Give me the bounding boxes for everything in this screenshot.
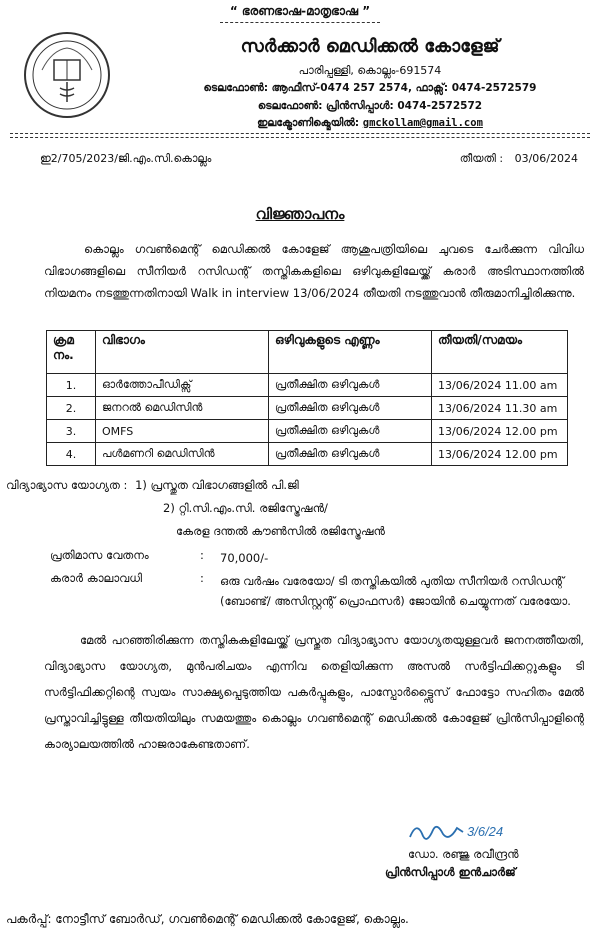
signatory-name: ഡോ. രഞ്ജു രവീന്ദ്രൻ bbox=[408, 847, 519, 861]
vacancy-table bbox=[46, 330, 568, 466]
contract-colon: : bbox=[200, 571, 204, 585]
signature-date: 3/6/24 bbox=[467, 824, 504, 839]
email-line bbox=[150, 117, 590, 130]
salary-value: 70,000/- bbox=[220, 551, 269, 565]
intro-paragraph: കൊല്ലം ഗവൺമെന്റ് മെഡിക്കൽ കോളേജ് ആശുപത്രിയിലെ ചുവടെ ചേർക്കുന്ന വിവിധ വിഭാഗങ്ങളിലെ സീനിയർ റസിഡന്റ് തസ്തികകളിലെ ഒഴിവുകളിലേയ്ക്ക് കരാർ അടിസ്ഥാനത്തിൽ നിയമനം നടത്തുന്നതിനായി Walk in interview 13/06/2024 തീയതി നടത്തുവാൻ തീരുമാനിച്ചിരിക്കുന്നു. bbox=[44, 242, 584, 300]
reference-number: ഇ2/705/2023/ജി.എം.സി.കൊല്ലം bbox=[40, 152, 212, 165]
row-department: OMFS bbox=[96, 420, 269, 443]
salary-label: പ്രതിമാസ വേതനം bbox=[50, 548, 149, 562]
qualification-label: വിദ്യാഭ്യാസ യോഗ്യത : bbox=[6, 478, 128, 492]
email-address[interactable]: gmckollam@gmail.com bbox=[362, 117, 483, 129]
signatory-designation: പ്രിൻസിപ്പാൾ ഇൻചാർജ് bbox=[385, 865, 516, 879]
contract-label: കരാർ കാലാവധി bbox=[50, 571, 142, 585]
table-header-row bbox=[47, 331, 568, 374]
copy-to: പകർപ്പ്: നോട്ടീസ് ബോർഡ്, ഗവൺമെന്റ് മെഡിക്കൽ കോളേജ്, കൊല്ലം. bbox=[6, 912, 409, 926]
header-divider bbox=[10, 133, 590, 134]
col-header-datetime: തീയതി/സമയം bbox=[432, 331, 568, 374]
qualification-item: 1) പ്രസ്തുത വിഭാഗങ്ങളിൽ പി.ജി bbox=[135, 478, 299, 492]
table-row bbox=[47, 420, 568, 443]
header-divider bbox=[10, 137, 590, 138]
date-label: തീയതി : bbox=[459, 152, 504, 165]
notice-date bbox=[460, 152, 578, 166]
col-header-vacancies: ഒഴിവുകളുടെ എണ്ണം bbox=[269, 331, 432, 374]
telephone-office: ടെലഫോൺ: ആഫീസ്-0474 257 2574, ഫാക്സ്: 0474-2572579 bbox=[203, 82, 537, 94]
college-address: പാരിപ്പള്ളി, കൊല്ലം-691574 bbox=[298, 64, 442, 77]
row-department: ജനറൽ മെഡിസിൻ bbox=[96, 397, 269, 420]
row-department: പൾമണറി മെഡിസിൻ bbox=[96, 443, 269, 466]
college-seal-logo bbox=[22, 30, 112, 120]
instructions-paragraph: മേൽ പറഞ്ഞിരിക്കുന്ന തസ്തികകളിലേയ്ക്ക് പ്രസ്തുത വിദ്യാഭ്യാസ യോഗ്യതയുള്ളവർ ജനനത്തീയതി, വിദ്യാഭ്യാസ യോഗ്യത, മുൻപരിചയം എന്നിവ തെളിയിക്കുന്ന അസൽ സർട്ടിഫിക്കറ്റുകളും ടി സർട്ടിഫിക്കറ്റിന്റെ സ്വയം സാക്ഷ്യപ്പെടുത്തിയ പകർപ്പുകളും, പാസ്പോർട്ട്സൈസ് ഫോട്ടോ സഹിതം മേൽ പ്രസ്താവിച്ചിട്ടുള്ള തീയതിയിലും സമയത്തും കൊല്ലം ഗവൺമെന്റ് മെഡിക്കൽ കോളേജ് പ്രിൻസിപ്പാളിന്റെ കാര്യാലയത്തിൽ ഹാജരാകേണ്ടതാണ്. bbox=[44, 633, 584, 751]
row-datetime: 13/06/2024 11.30 am bbox=[432, 397, 568, 420]
table-row bbox=[47, 443, 568, 466]
qualification-item: കേരള ദന്തൽ കൗൺസിൽ രജിസ്ട്രേഷൻ bbox=[176, 524, 385, 538]
salary-colon: : bbox=[200, 548, 204, 562]
row-vacancies: പ്രതീക്ഷിത ഒഴിവുകൾ bbox=[269, 443, 432, 466]
table-row bbox=[47, 374, 568, 397]
row-datetime: 13/06/2024 12.00 pm bbox=[432, 420, 568, 443]
row-number: 4. bbox=[47, 443, 96, 466]
col-header-number: ക്രമ നം. bbox=[47, 331, 96, 374]
divider bbox=[220, 22, 380, 23]
row-number: 1. bbox=[47, 374, 96, 397]
qualification-item: 2) റ്റി.സി.എം.സി. രജിസ്ട്രേഷൻ/ bbox=[163, 501, 328, 515]
row-department: ഓർത്തോപീഡിക്സ് bbox=[96, 374, 269, 397]
row-datetime: 13/06/2024 12.00 pm bbox=[432, 443, 568, 466]
contract-value: ഒരു വർഷം വരേയോ/ ടി തസ്തികയിൽ പുതിയ സീനിയർ റസിഡന്റ് (ബോണ്ട്/ അസിസ്റ്റന്റ് പ്രൊഫസർ) ജോയിൻ ചെയ്യുന്നത് വരേയോ. bbox=[220, 574, 571, 608]
row-number: 2. bbox=[47, 397, 96, 420]
motto: “ ഭരണഭാഷ-മാതൃഭാഷ ” bbox=[229, 4, 371, 18]
row-number: 3. bbox=[47, 420, 96, 443]
date-value: 03/06/2024 bbox=[514, 152, 578, 165]
college-name: സർക്കാർ മെഡിക്കൽ കോളേജ് bbox=[240, 36, 500, 57]
notice-heading: വിജ്ഞാപനം bbox=[255, 205, 345, 223]
qualification-line bbox=[6, 478, 299, 493]
signature bbox=[405, 812, 525, 852]
table-row bbox=[47, 397, 568, 420]
row-vacancies: പ്രതീക്ഷിത ഒഴിവുകൾ bbox=[269, 397, 432, 420]
telephone-principal: ടെലഫോൺ: പ്രിൻസിപ്പാൾ: 0474-2572572 bbox=[257, 100, 483, 112]
row-datetime: 13/06/2024 11.00 am bbox=[432, 374, 568, 397]
row-vacancies: പ്രതീക്ഷിത ഒഴിവുകൾ bbox=[269, 374, 432, 397]
email-label: ഇലക്ട്രോണിക്മെയിൽ: bbox=[257, 117, 360, 129]
col-header-department: വിഭാഗം bbox=[96, 331, 269, 374]
row-vacancies: പ്രതീക്ഷിത ഒഴിവുകൾ bbox=[269, 420, 432, 443]
